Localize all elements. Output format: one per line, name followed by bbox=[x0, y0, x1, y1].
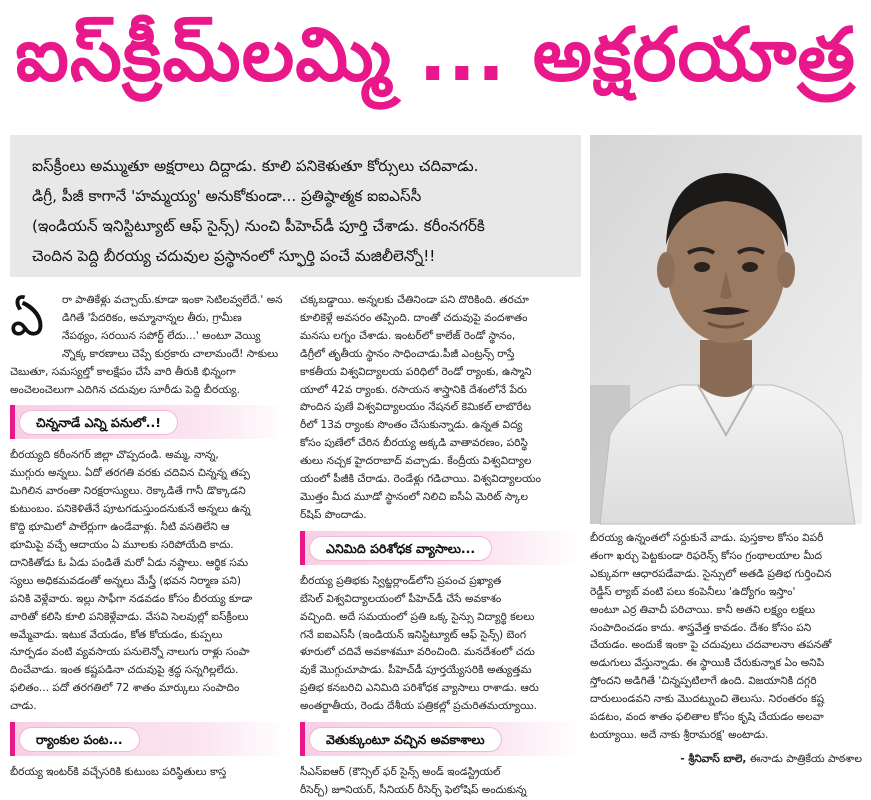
text-line: నేపథ్యం, సరయిన సపోర్ట్ లేదు...' అంటూ వెయ్యి bbox=[62, 329, 261, 342]
text-line: ప్రతిభ కనబరిచి ఎనిమిది పరిశోధక వ్యాసాలు రాశాడు. ఆరు bbox=[300, 682, 539, 695]
text-line: దించేవాడు. ఇంత కష్టపడినా చదువుపై శ్రద్ధ సన్నగిల్లలేదు. bbox=[10, 664, 239, 677]
text-line: యాలో 42వ ర్యాంకు. రసాయన శాస్త్రానికి దేశంలోనే పేరు bbox=[300, 383, 527, 396]
text-line: సీఎస్ఐఆర్ (కౌన్సిల్ ఫర్ సైన్స్ అండ్ ఇండస్ట్రియల్ bbox=[300, 766, 501, 779]
text-line: ళూరులో చదివే అవకాశమూ వరించింది. మనదేశంలో చదు bbox=[300, 646, 535, 659]
subheading-label: ఎనిమిది పరిశోధక వ్యాసాలు... bbox=[310, 537, 491, 560]
text-line: బీరయ్యది కరీంనగర్ జిల్లా చొప్పదండి. అమ్మ, నాన్న, bbox=[10, 449, 219, 462]
text-line: యంలో పీజీకి చేరాడు. రెండేళ్లు గడిచాయి. విశ్వవిద్యాలయం bbox=[300, 473, 541, 486]
subheading-opportunities bbox=[300, 722, 580, 756]
text-line: మిగిలిన వారంతా నిరక్షరాస్యులు. రెక్కాడితే గానీ డొక్కాడని bbox=[10, 485, 246, 498]
text-line: ర్‌షిప్ పొందాడు. bbox=[300, 508, 367, 521]
text-line: భూమిపై వచ్చే ఆదాయం ఏ మూలకు సరిపోయేది కాదు. bbox=[10, 538, 234, 551]
portrait-illustration bbox=[590, 135, 862, 524]
subheading-research-papers bbox=[300, 531, 580, 565]
text-line: అమ్మేవాడు. ఇటుక వేయడం, కోత కోయడం, కుప్పలు bbox=[10, 628, 223, 641]
text-line: గనే ఐఐఎస్‌సీ (ఇండియన్ ఇనిస్టిట్యూట్ ఆఫ్ సైన్స్) బెంగ bbox=[300, 628, 527, 641]
text-line: పనికి వెళ్లేవారు. ఇల్లు సాఫీగా నడవడం కోసం బీరయ్య కూడా bbox=[10, 592, 253, 605]
text-line: వుకే మొగ్గుచూపాడు. పీహెచ్‌డీ పూర్తయ్యేసరికి అత్యుత్తమ bbox=[300, 664, 532, 677]
text-line: కూలికెళ్లే అవసరం తప్పింది. దాంతో చదువుపై వందశాతం bbox=[300, 311, 528, 324]
intro-line: డిగ్రీ, పీజీ కాగానే 'హమ్మయ్య' అనుకోకుండా... ప్రతిష్ఠాత్మక ఐఐఎస్‌సీ bbox=[32, 187, 422, 205]
text-line: అడుగులు వేస్తున్నాడు. ఈ స్థాయికి చేరుకున్నాక ఏం అనిపి bbox=[590, 657, 825, 670]
text-line: కాకతీయ విశ్వవిద్యాలయ పరిధిలో రెండో ర్యాంకు, ఉస్మాని bbox=[300, 365, 532, 378]
text-line: పడటం, వంద శాతం ఫలితాల కోసం కృషి చేయడం అలవా bbox=[590, 711, 824, 724]
intro-line: చెందిన పెద్ది బీరయ్య చదువుల ప్రస్థానంలో స్ఫూర్తి పంచే మజిలీలెన్నో!! bbox=[32, 247, 436, 265]
text-line: కొద్ది భూమిలో పాలేర్లుగా ఉండేవాళ్లు. నీటి వసతిలేని ఆ bbox=[10, 521, 230, 534]
text-line: స్తోందని అడిగితే 'చిన్నప్పటిలాగే ఉంది. విజయానికి దగ్గరి bbox=[590, 675, 817, 688]
text-line: స్యలు అధికమవడంతో అన్నలు మేస్త్రీ (భవన నిర్మాణ పని) bbox=[10, 574, 241, 587]
text-line: బీరయ్య ఇంటర్‌కి వచ్చేసరికి కుటుంబ పరిస్థితులు కాస్త bbox=[10, 766, 227, 779]
text-line: ముగ్గురు అన్నలు. ఏదో తరగతి వరకు చదివిన చిన్నన్న తప్ప bbox=[10, 467, 250, 480]
text-line: బీరయ్య ప్రతిభకు స్విట్జర్లాండ్‌లోని ప్రపంచ ప్రఖ్యాత bbox=[300, 574, 502, 587]
text-line: రీసెర్చ్) జూనియర్, సీనియర్ రీసెర్చ్ ఫెలోషిప్ అందుకున్న bbox=[300, 783, 527, 796]
text-line: చక్కబడ్డాయి. అన్నలకు చేతినిండా పని దొరికింది. తరచూ bbox=[300, 294, 529, 306]
subheading-accent-bar bbox=[300, 722, 305, 756]
portrait-photo bbox=[590, 135, 862, 524]
text-line: చాడు. bbox=[10, 700, 37, 713]
text-line: వారితో కలిసి కూలి పనికెళ్లేవాడు. వేసవి సెలవుల్లో ఐస్‌క్రీంలు bbox=[10, 610, 249, 623]
subheading-ranks bbox=[10, 722, 288, 756]
text-line: చేయడం. అందుకే ఇంకా పై చదువులు చదవాలనాు తపనతో bbox=[590, 639, 832, 652]
byline bbox=[590, 751, 862, 769]
text-line: ఎక్కువగా ఆధారపడేవాడు. సైన్సులో అతడి ప్రతిభ గుర్తించిన bbox=[590, 567, 832, 580]
intro-box bbox=[10, 135, 581, 277]
text-line: పొందిన పుణే విశ్వవిద్యాలయం నేషనల్ కెమికల్ లాబొరేట bbox=[300, 401, 532, 414]
text-line: కోసం పుణేలో చేరిన బీరయ్య అక్కడి వాతావరణం, పరిస్థి bbox=[300, 437, 528, 450]
drop-cap: ఏ bbox=[10, 291, 45, 347]
text-line: డిగ్రీలో తృతీయ స్థానం సాధించాడు.పీజీ ఎంట్రన్స్ రాస్తే bbox=[300, 347, 515, 360]
subheading-label: ర్యాంకుల పంట... bbox=[20, 728, 139, 751]
intro-line: (ఇండియన్ ఇనిస్టిట్యూట్ ఆఫ్ సైన్స్) నుంచి పీహెచ్‌డీ పూర్తి చేశాడు. కరీంనగర్‌కి bbox=[32, 217, 485, 235]
text-line: ఫలితం... పదో తరగతిలో 72 శాతం మార్కులు సంపాదిం bbox=[10, 682, 240, 695]
text-line: మొత్తం మీద మూడో స్థానంలో నిలిచి ఐసీఏ మెరిట్ స్కాల bbox=[300, 490, 529, 503]
text-line: బీరయ్య ఉన్నంతలో సర్దుకునే వాడు. పుస్తకాల కోసం విపరీ bbox=[590, 532, 824, 544]
subheading-accent-bar bbox=[300, 531, 305, 565]
headline: ఐస్‌క్రీమ్‌లమ్మి ... అక్షరయాత్ర bbox=[15, 12, 856, 98]
text-line: డిగితే 'పేదరికం, అమ్మానాన్నల తీరు, గ్రామీణ bbox=[62, 311, 242, 324]
text-line: సంపాదించడం కాదు. శాస్త్రవేత్త కావడం. దేశం కోసం పని bbox=[590, 621, 812, 634]
text-line: దారులుండవని నాకు మొదట్నుంచి తెలుసు. నిరంతరం కష్ట bbox=[590, 693, 825, 706]
text-line: వచ్చింది. అదే సమయంలో ప్రతి ఒక్క సైన్సు విద్యార్థి కలలు bbox=[300, 610, 535, 623]
text-line: రీలో 13వ ర్యాంకు సొంతం చేసుకున్నాడు. ఉన్నత విద్య bbox=[300, 419, 523, 432]
article-column-1 bbox=[10, 292, 288, 780]
text-line: అంటూ ఎర్ర తివాచీ పరిచాయి. కానీ అతని లక్ష్యం లక్షలు bbox=[590, 603, 816, 616]
subheading-label: వెతుక్కుంటూ వచ్చిన అవకాశాలు bbox=[310, 728, 501, 751]
text-line: మనసు లగ్నం చేశాడు. ఇంటర్‌లో కాలేజ్ రెండో స్థానం, bbox=[300, 329, 516, 342]
text-line: కుటుంబం. పనికెళితేనే పూటగడుస్తుందనుకునే అన్నలు ఉన్న bbox=[10, 503, 251, 516]
text-line: అంతర్జాతీయ, రెండు దేశీయ పత్రికల్లో ప్రచురితమయ్యాయి. bbox=[300, 700, 537, 713]
text-line: అంచెలంచెలుగా ఎదిగిన చదువుల సూరీడు పెద్ది బీరయ్య. bbox=[10, 383, 240, 396]
article-column-2 bbox=[300, 292, 580, 796]
intro-line: ఐస్‌క్రీంలు అమ్ముతూ అక్షరాలు దిద్దాడు. కూలి పనికెళుతూ కోర్సులు చదివాడు. bbox=[32, 157, 479, 175]
text-line: న్నొక్క కారణాలు చెప్పే కుర్రకారు చాలామందే! సాకులు bbox=[62, 347, 279, 360]
subheading-childhood bbox=[10, 405, 288, 439]
article-column-3 bbox=[590, 530, 862, 780]
text-line: బేసెల్ విశ్వవిద్యాలయంలో పీహెచ్‌డీ చేసే అవకాశం bbox=[300, 592, 502, 605]
byline-affiliation: ఈనాడు పాత్రికేయ పాఠశాల bbox=[746, 752, 862, 765]
byline-author: - శ్రీనివాస్ బాలె, bbox=[680, 752, 747, 765]
text-line: టయ్యాయి. అదే నాకు శ్రీరామరక్ష' అంటాడు. bbox=[590, 728, 769, 741]
text-line: దానికితోడు ఓ ఏడు పండితే మరో ఏడు నష్టాలు. ఆర్థిక సమ bbox=[10, 556, 249, 569]
text-line: రా పాతికేళ్లు వచ్చాయ్.కూడా ఇంకా సెటిలవ్వలేదే.' అన bbox=[62, 294, 283, 306]
text-line: రెడ్డీస్ ల్యాబ్ వంటి పలు కంపెనీలు 'ఉద్యోగం ఇస్తాం' bbox=[590, 585, 796, 598]
text-line: నూర్పడం వంటి వ్యవసాయ పనులెన్నో నాలుగు రాళ్లు సంపా bbox=[10, 646, 250, 659]
subheading-accent-bar bbox=[10, 722, 15, 756]
text-line: తంగా ఖర్చు పెట్టకుండా రిఫరెన్స్ కోసం గ్రంథాలయాల మీద bbox=[590, 549, 823, 562]
text-line: తులు నచ్చక హైదరాబాద్ వచ్చాడు. కేంద్రీయ విశ్వవిద్యాల bbox=[300, 455, 532, 468]
subheading-label: చిన్ననాడే ఎన్ని పనులో..! bbox=[20, 411, 177, 434]
subheading-accent-bar bbox=[10, 405, 15, 439]
text-line: చెబుతూ, సమస్యల్తో కాలక్షేపం చేసే వారి తీరుకి భిన్నంగా bbox=[10, 365, 236, 378]
